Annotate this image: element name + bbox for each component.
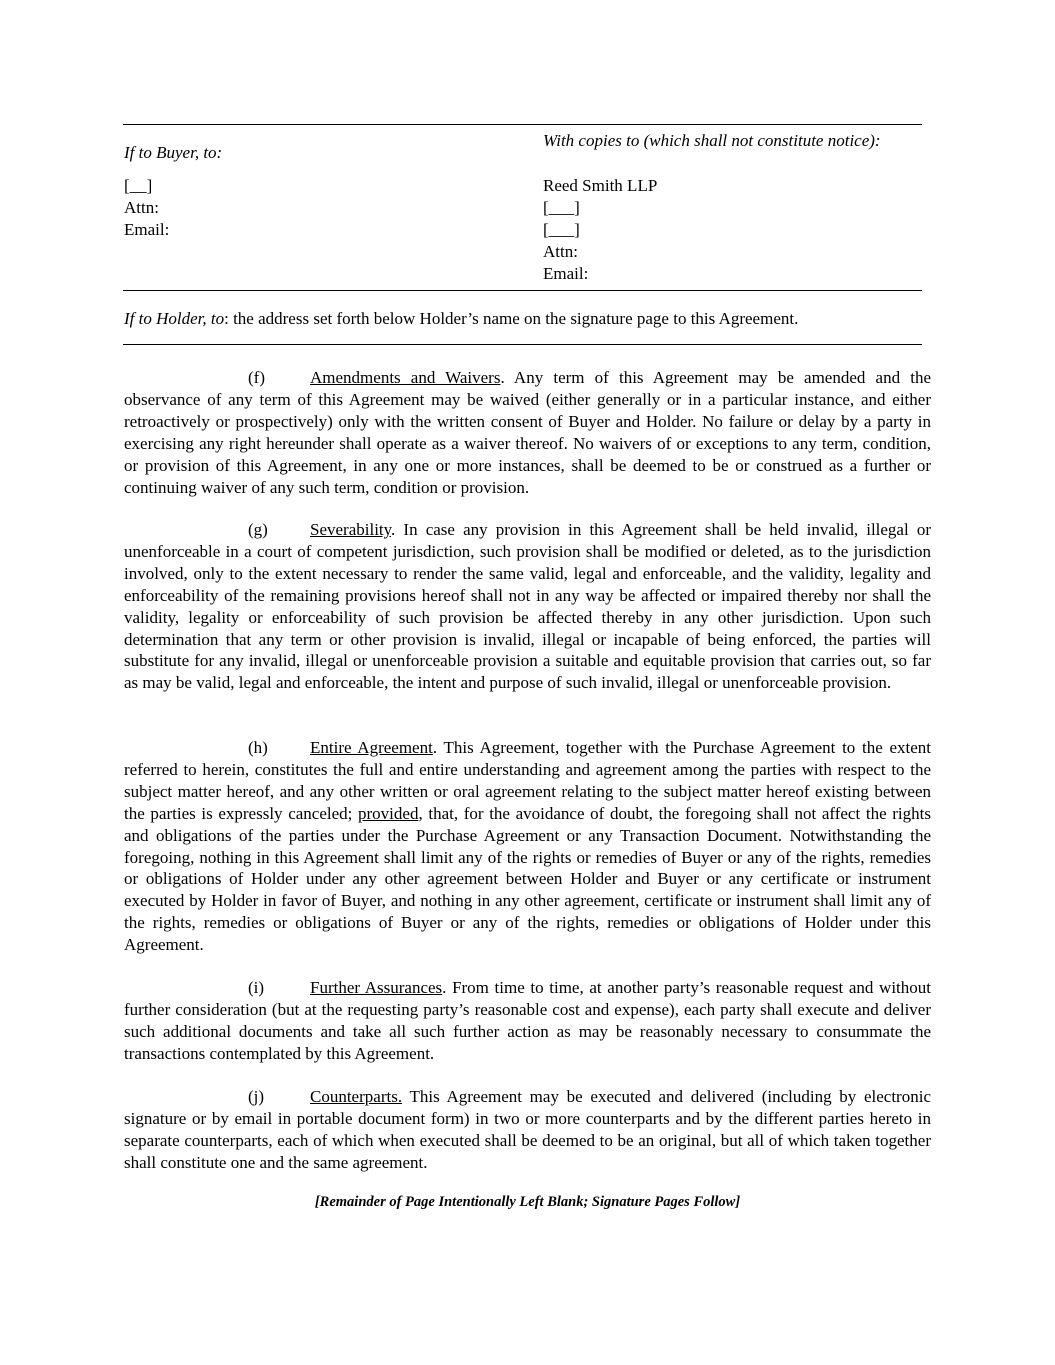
copies-firm-line: Reed Smith LLP [543, 176, 658, 195]
section-counterparts [124, 1086, 931, 1174]
copies-attn-line: Attn: [543, 242, 578, 261]
copies-address-line-1: [___] [543, 198, 580, 217]
buyer-attn-line: Attn: [124, 198, 159, 217]
section-body: . In case any provision in this Agreement shall be held invalid, illegal or unenforceable in a court of competent jurisdiction, such provision shall be modified or deleted, as to the jurisdiction involved, only to the extent necessary to render the same valid, legal and enforceable, and the validity, legality and enforceability of the remaining provisions hereof shall not in any way be affected or impaired thereby nor shall the validity, legality or enforceability of such provision be affected thereby in any other jurisdiction. Upon such determination that any term or other provision is invalid, illegal or incapable of being enforced, the parties will substitute for any invalid, illegal or unenforceable provision a suitable and equitable provision that carries out, so far as may be valid, legal and enforceable, the intent and purpose of such invalid, illegal or unenforceable provision. [124, 520, 931, 693]
table-middle-rule [123, 290, 922, 291]
table-top-rule [123, 124, 922, 125]
section-label: (j) [248, 1087, 265, 1106]
section-body: . From time to time, at another party’s reasonable request and without further consideration (but at the requesting party’s reasonable cost and expense), each party shall execute and deliver such additional documents and take all such further action as may be reasonably necessary to consummate the transactions contemplated by this Agreement. [124, 978, 931, 1063]
section-title: Entire Agreement [310, 738, 433, 757]
buyer-address-block [124, 175, 169, 241]
page-footer-note: [Remainder of Page Intentionally Left Blank; Signature Pages Follow] [314, 1194, 741, 1210]
buyer-email-line: Email: [124, 220, 170, 239]
section-body: . Any term of this Agreement may be amended and the observance of any term of this Agreement may be waived (either generally or in a particular instance, and either retroactively or prospectively) only with the written consent of Buyer and Holder. No failure or delay by a party in exercising any right hereunder shall operate as a waiver thereof. No waivers of or exceptions to any term, condition, or provision of this Agreement, in any one or more instances, shall be deemed to be or construed as a further or continuing waiver of any such term, condition or provision. [124, 368, 931, 497]
section-title: Severability [310, 520, 392, 539]
section-further-assurances [124, 977, 931, 1065]
buyer-address-line: [__] [124, 176, 153, 195]
copies-address-line-2: [___] [543, 220, 580, 239]
section-label: (h) [248, 738, 268, 757]
holder-label: If to Holder, to [124, 309, 225, 328]
proviso-word: provided [358, 803, 419, 823]
section-title: Counterparts. [310, 1087, 403, 1106]
buyer-heading: If to Buyer, to: [124, 143, 223, 162]
section-body: . This Agreement, together with the Purchase Agreement to the extent referred to herein, constitutes the full and entire understanding and agreement among the parties with respect to the subject matter hereof, and any other written or oral agreement relating to the subject matter hereof existing between the parties is expressly canceled; [124, 738, 931, 823]
holder-notice [124, 308, 798, 330]
copies-email-line: Email: [543, 264, 589, 283]
section-entire-agreement [124, 737, 931, 956]
copies-address-block [543, 175, 657, 285]
section-title: Further Assurances [310, 978, 443, 997]
copies-heading: With copies to (which shall not constitute notice): [543, 131, 881, 150]
section-amendments [124, 367, 931, 498]
section-label: (g) [248, 520, 268, 539]
table-bottom-rule [123, 344, 922, 345]
section-label: (f) [248, 368, 265, 387]
section-title: Amendments and Waivers [310, 368, 501, 387]
section-body-continued: , that, for the avoidance of doubt, the foregoing shall not affect the rights and obligations of the parties under the Purchase Agreement or any Transaction Document. Notwithstanding the foregoing, nothing in this Agreement shall limit any of the rights or remedies of Buyer or any of the rights, remedies or obligations of Holder under any other agreement between Holder and Buyer or any certificate or instrument executed by Holder in favor of Buyer, and nothing in any other agreement, certificate or instrument shall limit any of the rights, remedies or obligations of Buyer or any of the rights, remedies or obligations of Holder under this Agreement. [124, 803, 931, 955]
section-severability [124, 519, 931, 694]
section-label: (i) [248, 978, 265, 997]
section-body: This Agreement may be executed and delivered (including by electronic signature or by email in portable document form) in two or more counterparts and by the different parties hereto in separate counterparts, each of which when executed shall be deemed to be an original, but all of which taken together shall constitute one and the same agreement. [124, 1087, 931, 1172]
holder-text: : the address set forth below Holder’s name on the signature page to this Agreement. [224, 309, 799, 328]
